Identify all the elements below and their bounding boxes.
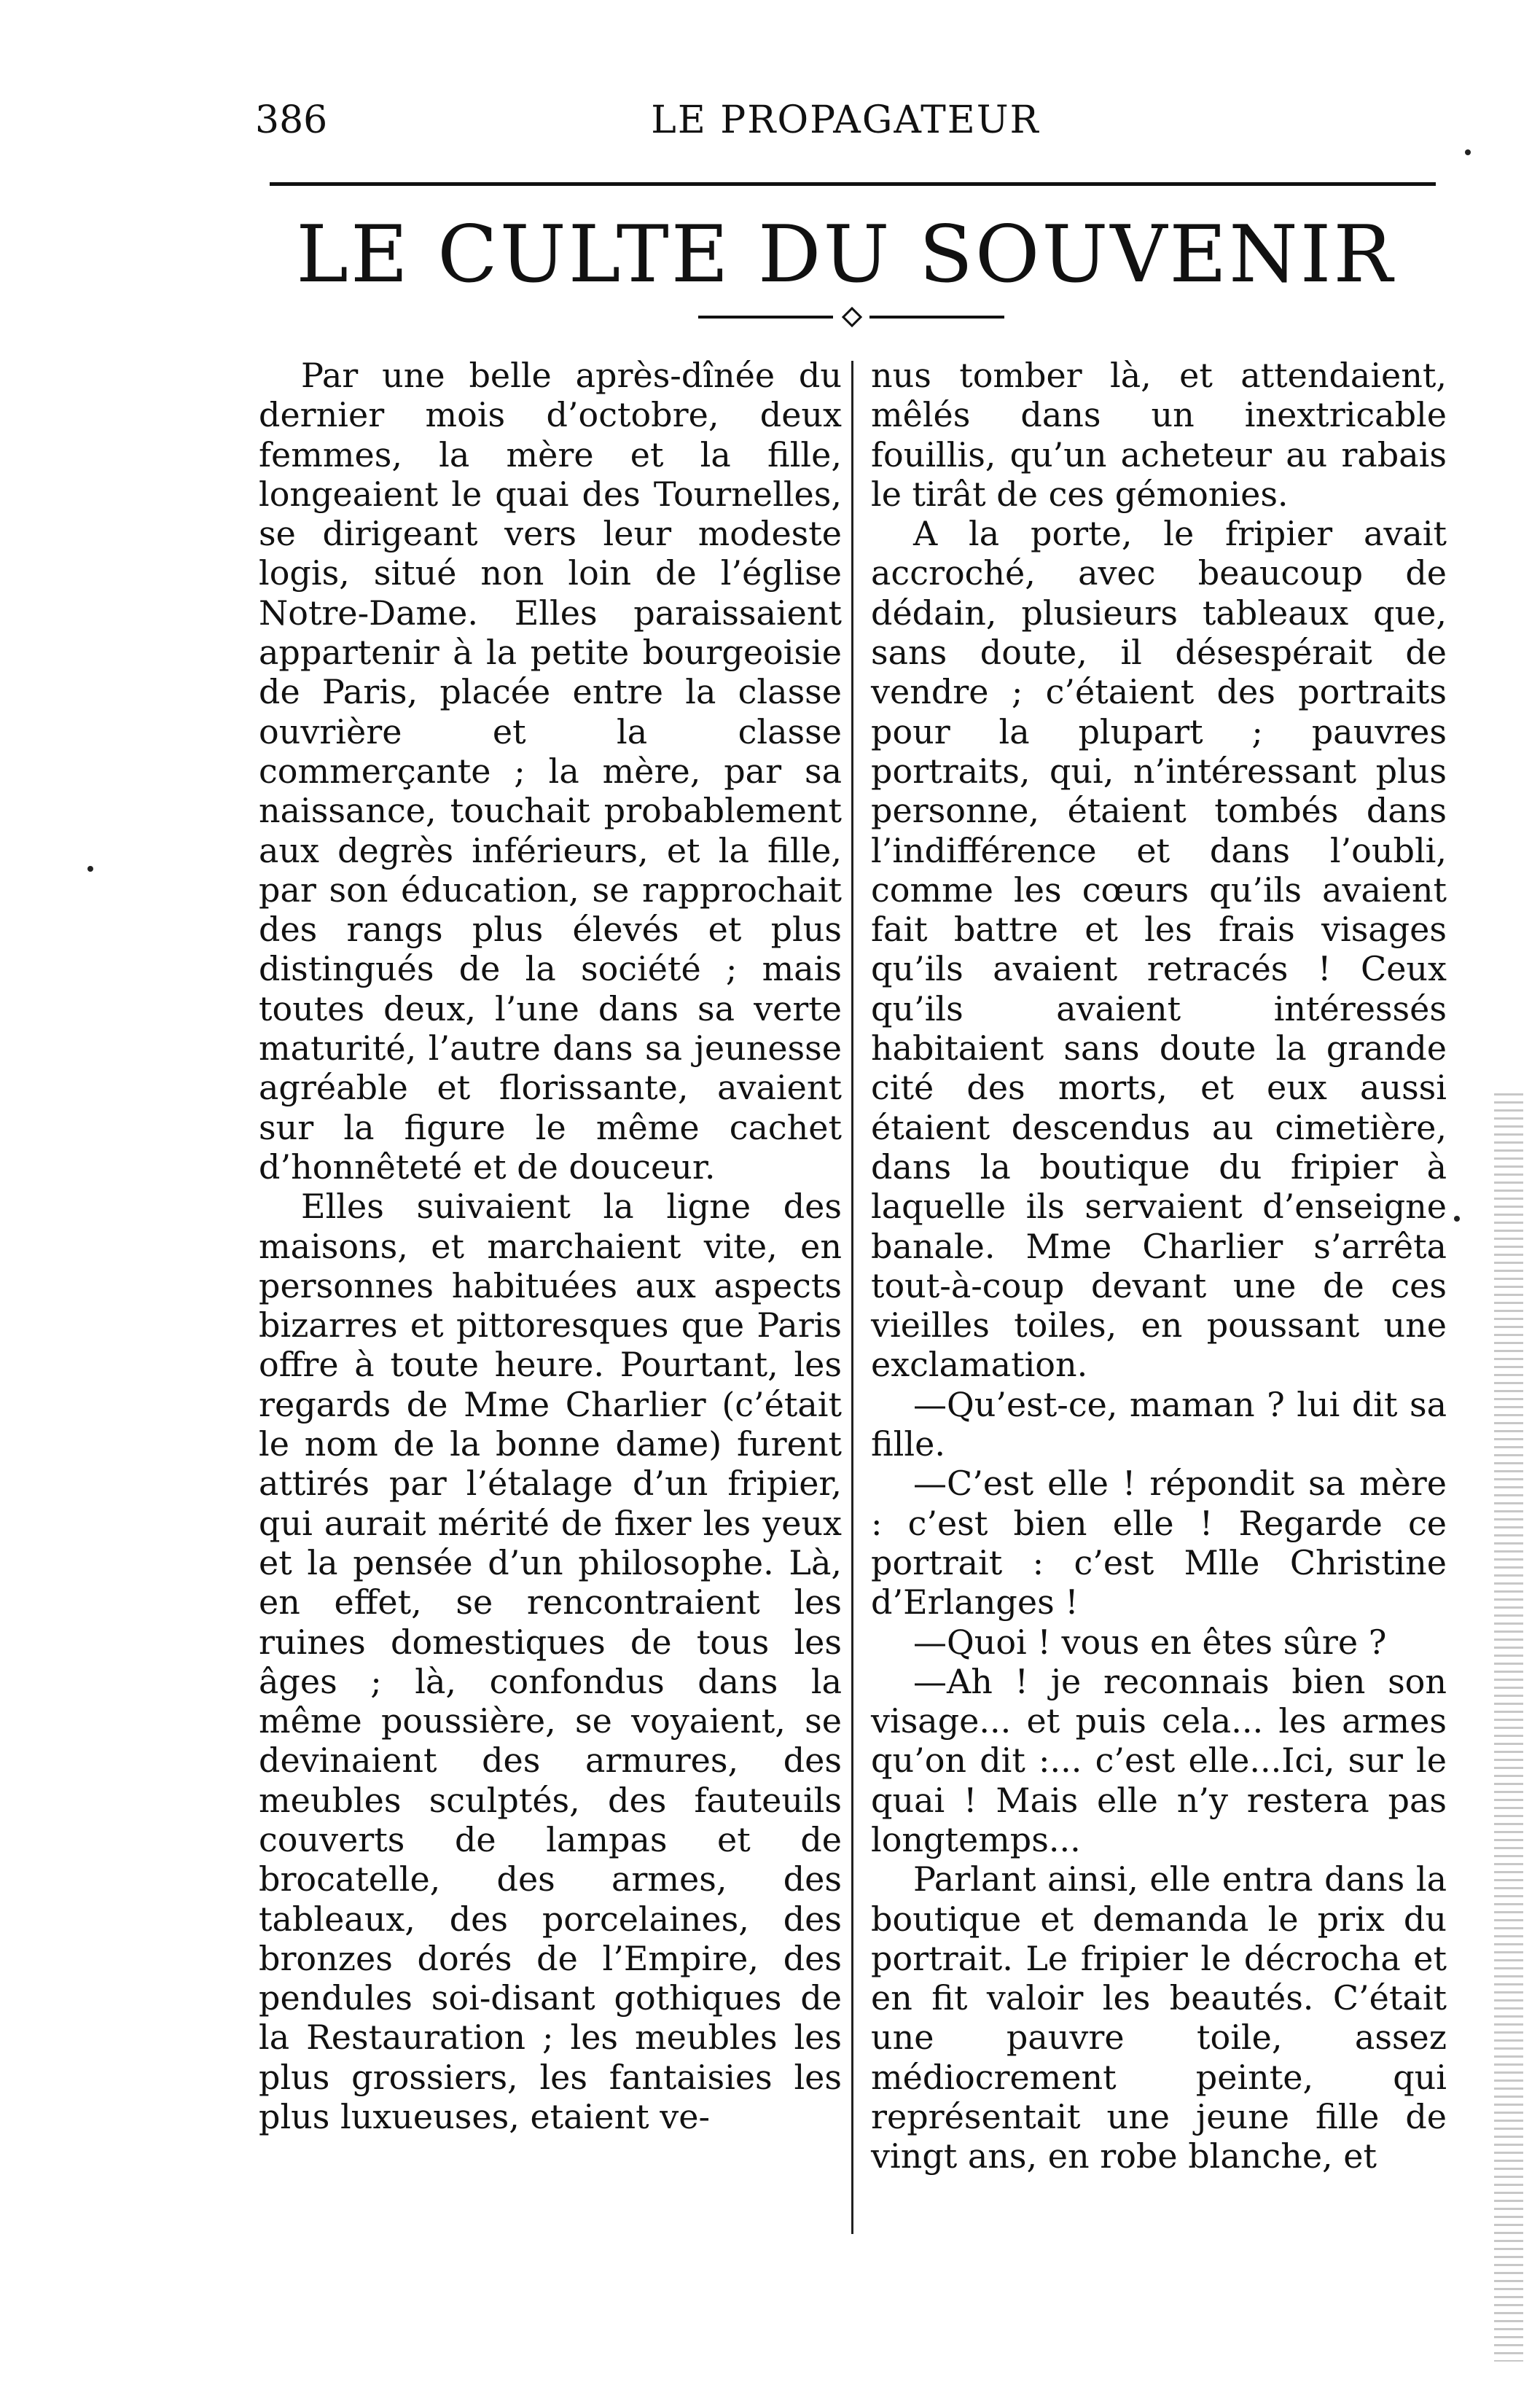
page-edge-scan-artifact [1494, 1093, 1523, 2362]
paragraph: Parlant ainsi, elle entra dans la boutique et demanda le prix du portrait. Le fripier le décrocha et en fit valoir les beautés. C’était une pauvre toile, assez médiocrement peinte, qui représentait une jeune fille de vingt ans, en robe blanche, et [871, 1859, 1447, 2176]
header-rule [270, 182, 1436, 186]
diamond-ornament-icon [842, 307, 862, 327]
paragraph: nus tomber là, et attendaient, mêlés dans un inextricable fouillis, qu’un acheteur au rabais le tirât de ces gémonies. [871, 356, 1447, 514]
ornament-line-left [698, 316, 833, 319]
page-number: 386 [255, 98, 328, 142]
paragraph: Elles suivaient la ligne des maisons, et marchaient vite, en personnes habituées aux aspects bizarres et pittoresques que Paris offre à toute heure. Pourtant, les regards de Mme Charlier (c’était le nom de la bonne dame) furent attirés par l’étalage d’un fripier, qui aurait mérité de fixer les yeux et la pensée d’un philosophe. Là, en effet, se rencontraient les ruines domestiques de tous les âges ; là, confondus dans la même poussière, se voyaient, se devinaient des armures, des meubles sculptés, des fauteuils couverts de lampas et de brocatelle, des armes, des tableaux, des porcelaines, des bronzes dorés de l’Empire, des pendules soi-disant gothiques de la Restauration ; les meubles les plus grossiers, les fantaisies les plus luxueuses, etaient ve- [259, 1187, 842, 2137]
speck-dot [87, 866, 93, 872]
paragraph: —Ah ! je reconnais bien son visage... et puis cela... les armes qu’on dit :... c’est elle...Ici, sur le quai ! Mais elle n’y restera pas longtemps... [871, 1661, 1447, 1859]
article-title: LE CULTE DU SOUVENIR [296, 209, 1395, 300]
ornament-line-right [869, 316, 1004, 319]
column-divider [851, 361, 853, 2234]
running-title: LE PROPAGATEUR [651, 98, 1040, 142]
paragraph: Par une belle après-dînée du dernier mois d’octobre, deux femmes, la mère et la fille, longeaient le quai des Tournelles, se dirigeant vers leur modeste logis, situé non loin de l’église Notre-Dame. Elles paraissaient appartenir à la petite bourgeoisie de Paris, placée entre la classe ouvrière et la classe commerçante ; la mère, par sa naissance, touchait probablement aux degrès inférieurs, et la fille, par son éducation, se rapprochait des rangs plus élevés et plus distingués de la société ; mais toutes deux, l’une dans sa verte maturité, l’autre dans sa jeunesse agréable et florissante, avaient sur la figure le même cachet d’honnêteté et de douceur. [259, 356, 842, 1187]
paragraph: A la porte, le fripier avait accroché, avec beaucoup de dédain, plusieurs tableaux que, sans doute, il désespérait de vendre ; c’étaient des portraits pour la plupart ; pauvres portraits, qui, n’intéressant plus personne, étaient tombés dans l’indifférence et dans l’oubli, comme les cœurs qu’ils avaient fait battre et les frais visages qu’ils avaient retracés ! Ceux qu’ils avaient intéressés habitaient sans doute la grande cité des morts, et eux aussi étaient descendus au cimetière, dans la boutique du fripier à laquelle ils servaient d’enseigne banale. Mme Charlier s’arrêta tout-à-coup devant une de ces vieilles toiles, en poussant une exclamation. [871, 514, 1447, 1385]
right-column [871, 356, 1447, 2176]
speck-dot [1454, 1216, 1460, 1222]
paragraph: —Quoi ! vous en êtes sûre ? [913, 1622, 1387, 1662]
paragraph: —Qu’est-ce, maman ? lui dit sa fille. [871, 1384, 1447, 1464]
title-ornament [698, 310, 1004, 324]
page-header [255, 87, 1436, 153]
left-column [259, 356, 842, 2136]
speck-dot [1465, 149, 1471, 155]
paragraph: —C’est elle ! répondit sa mère : c’est bien elle ! Regarde ce portrait : c’est Mlle Christine d’Erlanges ! [871, 1464, 1447, 1622]
